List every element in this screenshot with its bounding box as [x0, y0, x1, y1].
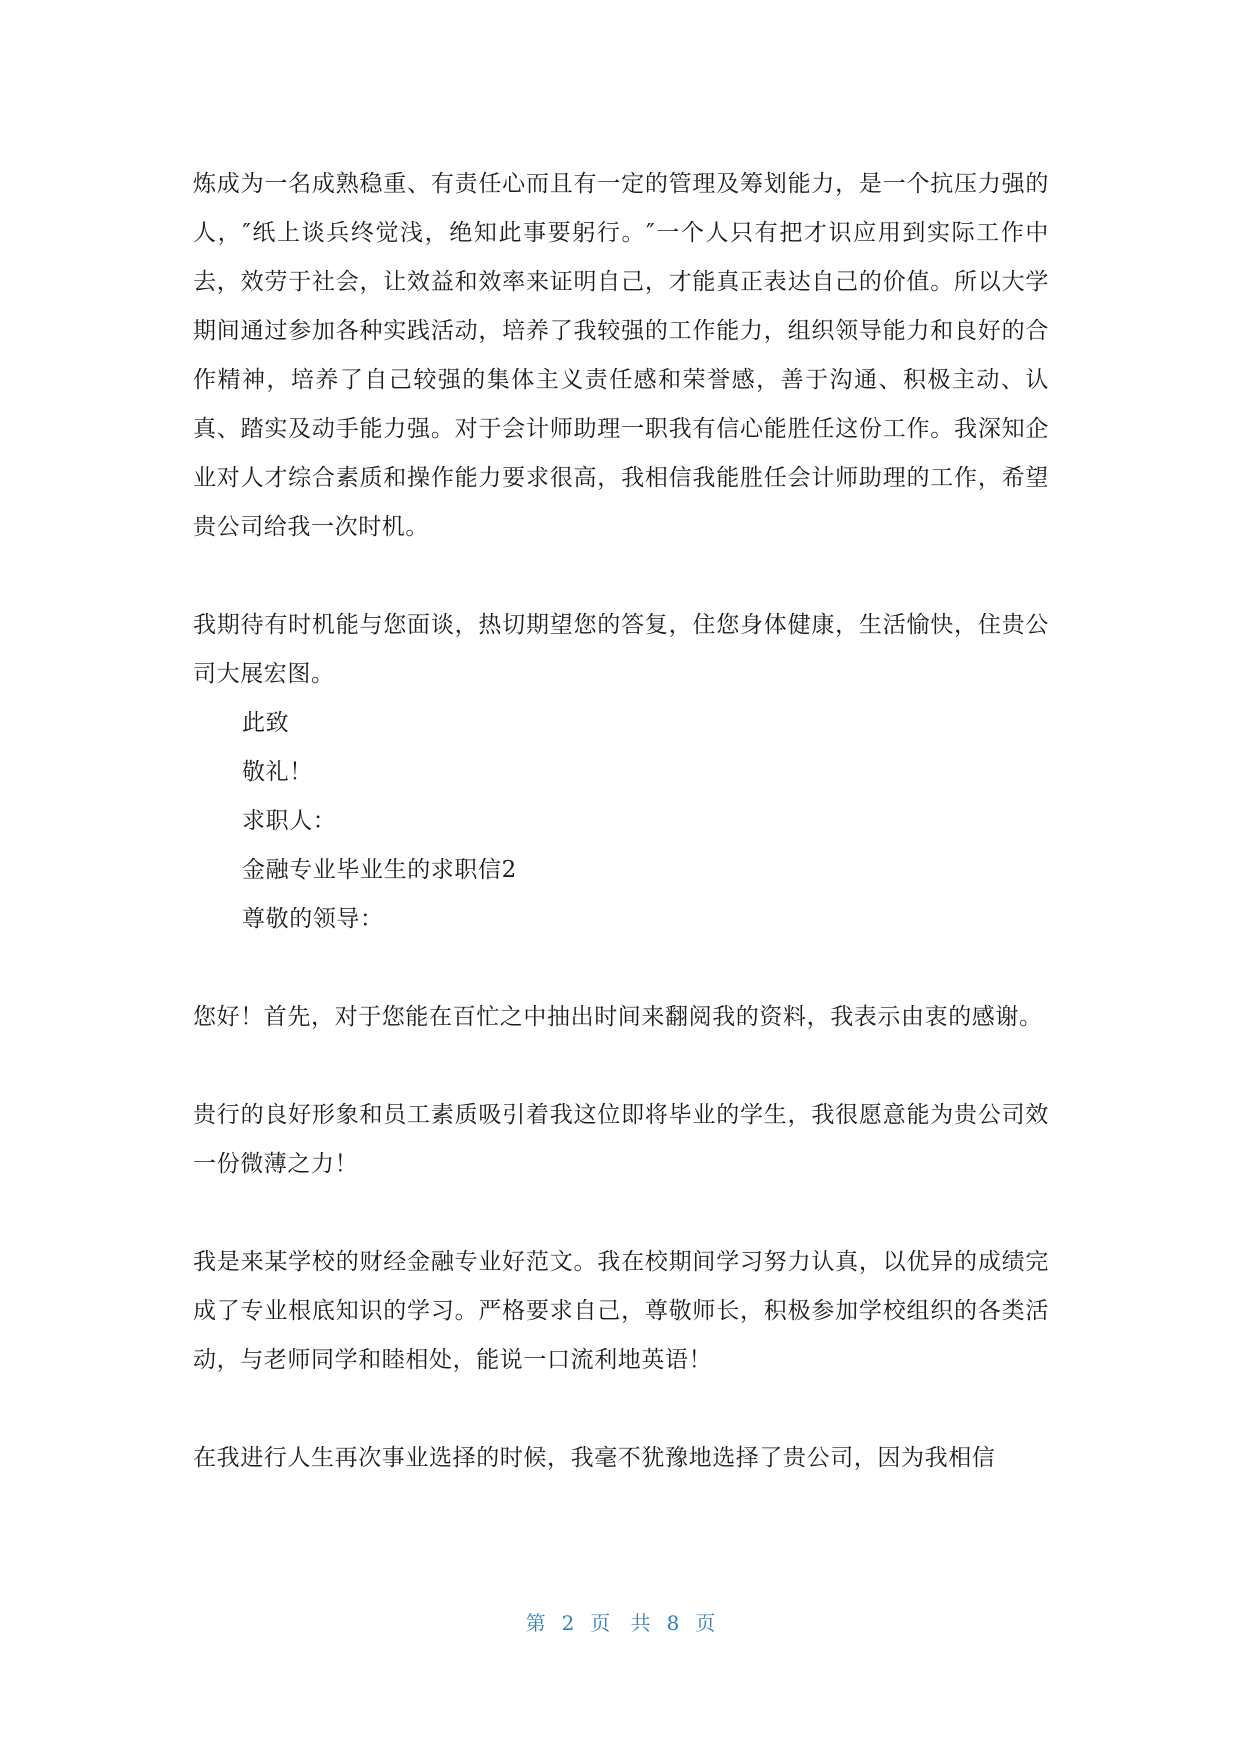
closing-line-1: 此致 — [242, 710, 290, 736]
footer-suffix: 页 — [695, 1611, 716, 1635]
footer-total-pages: 8 — [666, 1611, 680, 1635]
document-body — [193, 160, 1049, 1483]
closing-line-3: 求职人： — [242, 808, 337, 834]
footer-current-page: 2 — [561, 1611, 575, 1635]
salutation: 尊敬的领导： — [242, 906, 384, 932]
closing-line-2: 敬礼！ — [242, 759, 313, 785]
paragraph-3: 您好！首先，对于您能在百忙之中抽出时间来翻阅我的资料，我表示由衷的感谢。 — [193, 1004, 1043, 1030]
footer-middle: 页 共 — [590, 1611, 651, 1635]
page-footer — [0, 1607, 1241, 1636]
footer-prefix: 第 — [525, 1611, 546, 1635]
paragraph-6: 在我进行人生再次事业选择的时候，我毫不犹豫地选择了贵公司，因为我相信 — [193, 1445, 996, 1471]
letter-title-2: 金融专业毕业生的求职信2 — [242, 857, 517, 883]
paragraph-1: 炼成为一名成熟稳重、有责任心而且有一定的管理及筹划能力，是一个抗压力强的人，″纸上谈兵终觉浅，绝知此事要躬行。″一个人只有把才识应用到实际工作中去，效劳于社会，让效益和效率来证明自己，才能真正表达自己的价值。所以大学期间通过参加各种实践活动，培养了我较强的工作能力，组织领导能力和良好的合作精神，培养了自己较强的集体主义责任感和荣誉感，善于沟通、积极主动、认真、踏实及动手能力强。对于会计师助理一职我有信心能胜任这份工作。我深知企业对人才综合素质和操作能力要求很高，我相信我能胜任会计师助理的工作，希望贵公司给我一次时机。 — [193, 171, 1049, 540]
paragraph-2: 我期待有时机能与您面谈，热切期望您的答复，住您身体健康，生活愉快，住贵公司大展宏图。 — [193, 612, 1049, 687]
paragraph-4: 贵行的良好形象和员工素质吸引着我这位即将毕业的学生，我很愿意能为贵公司效一份微薄之力！ — [193, 1102, 1049, 1177]
paragraph-5: 我是来某学校的财经金融专业好范文。我在校期间学习努力认真，以优异的成绩完成了专业根底知识的学习。严格要求自己，尊敬师长，积极参加学校组织的各类活动，与老师同学和睦相处，能说一口流利地英语！ — [193, 1249, 1049, 1373]
